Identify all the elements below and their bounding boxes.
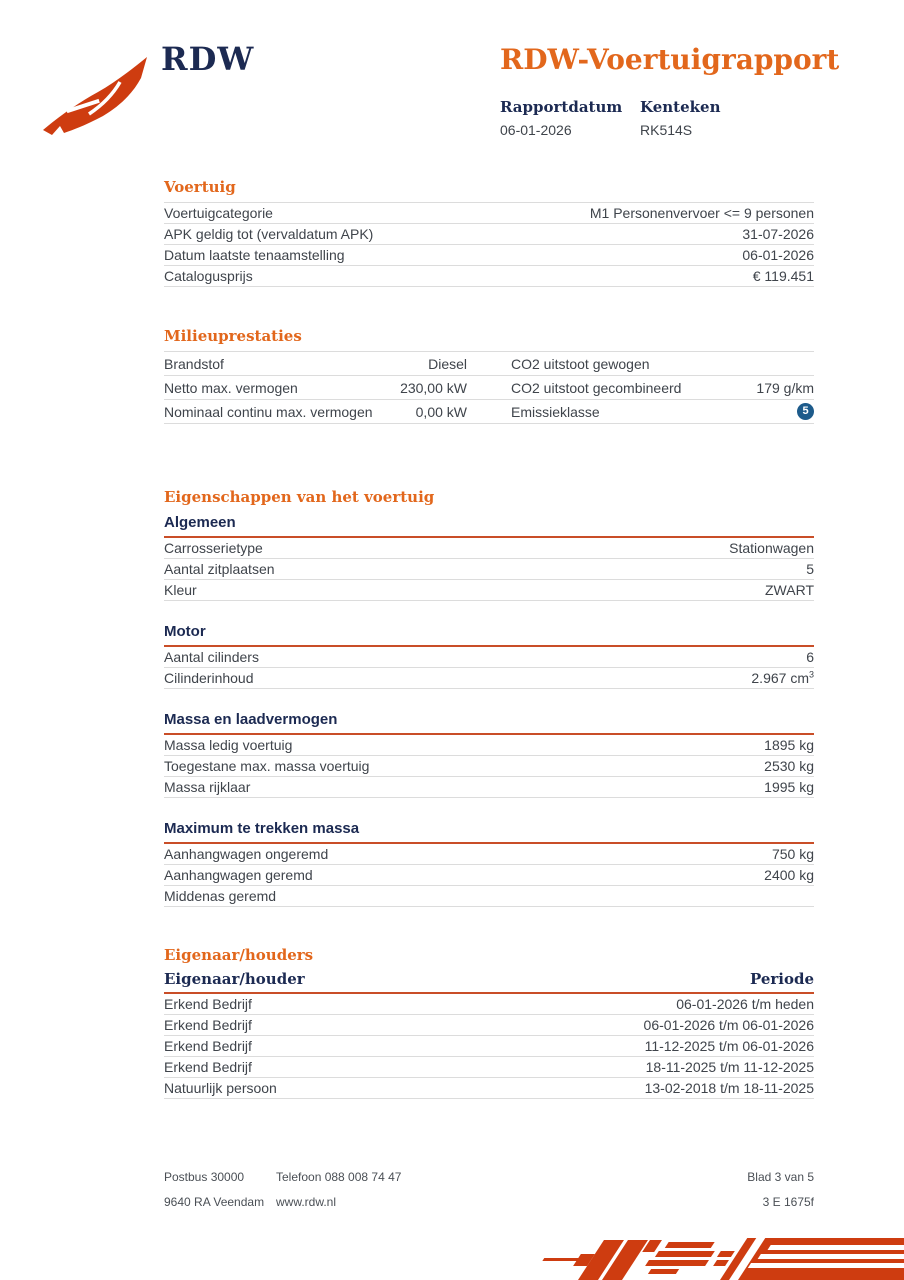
table-row [164,580,814,601]
milieu-left-pair [164,380,467,396]
row-label: Kleur [164,582,197,598]
report-date [500,98,640,138]
row-value: € 119.451 [752,268,814,284]
milieu-left-pair [164,404,467,420]
subsection [164,514,814,601]
row-label: Catalogusprijs [164,268,253,284]
subsection [164,711,814,798]
page-footer [164,1170,814,1220]
row-value: 0,00 kW [415,403,467,420]
table-row [164,1057,814,1078]
row-value: M1 Personenvervoer <= 9 personen [589,205,814,221]
table-row [164,668,814,689]
table-row [164,844,814,865]
section-eigenschappen [164,488,814,907]
row-value: 1895 kg [764,737,814,753]
table-row [164,994,814,1015]
eigenschappen-subsections [164,514,814,907]
table-row [164,559,814,580]
row-label: Aanhangwagen geremd [164,867,313,883]
footer-doc-code: 3 E 1675f [762,1195,814,1209]
row-label: Massa rijklaar [164,779,251,795]
report-date-label: Rapportdatum [500,98,623,116]
section-title: Milieuprestaties [164,327,814,352]
row-label: Emissieklasse [511,403,600,420]
table-row [164,756,814,777]
owner-period: 11-12-2025 t/m 06-01-2026 [644,1038,814,1054]
row-value: 31-07-2026 [742,226,814,242]
report-header [500,43,840,138]
table-row [164,865,814,886]
table-row [164,1015,814,1036]
section-title: Voertuig [164,178,814,203]
license-plate-label: Kenteken [640,98,721,116]
table-row [164,1078,814,1099]
row-value: 1995 kg [764,779,814,795]
subsection-table [164,844,814,907]
table-row [164,352,814,376]
speed-stripes-graphic [520,1234,904,1280]
row-label: Aantal zitplaatsen [164,561,275,577]
emission-class-badge: 5 [797,403,814,420]
row-value: 179 g/km [756,379,814,396]
row-value: 230,00 kW [400,379,467,396]
subsection-table [164,647,814,689]
section-milieuprestaties [164,327,814,424]
subsection-title: Massa en laadvermogen [164,711,814,735]
row-label: Brandstof [164,355,224,372]
milieu-right-pair [511,356,814,372]
row-value: ZWART [765,582,814,598]
row-label: Aantal cilinders [164,649,259,665]
subsection-title: Motor [164,623,814,647]
milieu-right-pair [511,403,814,420]
row-label: Massa ledig voertuig [164,737,293,753]
row-label: CO2 uitstoot gewogen [511,355,650,372]
row-label: Cilinderinhoud [164,670,254,686]
table-row [164,647,814,668]
voertuig-table [164,203,814,287]
owner-table [164,994,814,1099]
row-label: Aanhangwagen ongeremd [164,846,329,862]
footer-phone: Telefoon 088 008 74 47 [276,1170,402,1184]
table-row [164,266,814,287]
table-row [164,777,814,798]
table-row [164,245,814,266]
row-value: 750 kg [771,846,814,862]
table-row [164,376,814,400]
row-label: Carrosserietype [164,540,263,556]
table-row [164,400,814,424]
row-value: 5 [806,561,814,577]
footer-address-line2: 9640 RA Veendam [164,1195,265,1209]
row-label: CO2 uitstoot gecombineerd [511,379,682,396]
table-row [164,224,814,245]
section-title: Eigenschappen van het voertuig [164,488,435,506]
row-value: Stationwagen [729,540,814,556]
row-label: APK geldig tot (vervaldatum APK) [164,226,374,242]
row-label: Toegestane max. massa voertuig [164,758,370,774]
logo-wordmark: RDW [161,40,255,78]
row-label: Netto max. vermogen [164,379,298,396]
owner-name: Erkend Bedrijf [164,996,252,1012]
subsection-title: Maximum te trekken massa [164,820,814,844]
owner-period: 06-01-2026 t/m heden [676,996,814,1012]
period-column-header: Periode [749,970,814,988]
section-title: Eigenaar/houders [164,946,314,964]
owner-period: 06-01-2026 t/m 06-01-2026 [643,1017,814,1033]
row-value: 2400 kg [764,867,814,883]
subsection-table [164,538,814,601]
owner-period: 13-02-2018 t/m 18-11-2025 [644,1080,814,1096]
row-label: Voertuigcategorie [164,205,273,221]
row-value: 6 [806,649,814,665]
subsection-table [164,735,814,798]
milieu-table [164,352,814,424]
owner-name: Natuurlijk persoon [164,1080,277,1096]
row-label: Datum laatste tenaamstelling [164,247,345,263]
owner-period: 18-11-2025 t/m 11-12-2025 [645,1059,814,1075]
owner-name: Erkend Bedrijf [164,1038,252,1054]
owner-name: Erkend Bedrijf [164,1059,252,1075]
row-label: Nominaal continu max. vermogen [164,403,373,420]
section-voertuig [164,178,814,287]
rdw-feather-icon [40,52,152,138]
page-title: RDW-Voertuigrapport [500,43,840,76]
row-value: Diesel [428,355,467,372]
table-row [164,538,814,559]
report-date-value: 06-01-2026 [500,122,572,138]
owner-name: Erkend Bedrijf [164,1017,252,1033]
row-label: Middenas geremd [164,888,277,904]
row-value: 2.967 $cm^3$ [751,669,814,686]
owner-table-header [164,970,814,994]
milieu-left-pair [164,356,467,372]
subsection [164,820,814,907]
subsection-title: Algemeen [164,514,814,538]
footer-website: www.rdw.nl [276,1195,337,1209]
subsection [164,623,814,689]
section-eigenaar [164,946,814,1099]
row-value: 2530 kg [764,758,814,774]
owner-column-header: Eigenaar/houder [164,970,305,988]
license-plate [640,98,780,138]
table-row [164,886,814,907]
table-row [164,203,814,224]
footer-address-line1: Postbus 30000 [164,1170,245,1184]
table-row [164,735,814,756]
row-value: 06-01-2026 [742,247,814,263]
milieu-right-pair [511,380,814,396]
license-plate-value: RK514S [640,122,693,138]
footer-page-number: Blad 3 van 5 [747,1170,814,1184]
table-row [164,1036,814,1057]
